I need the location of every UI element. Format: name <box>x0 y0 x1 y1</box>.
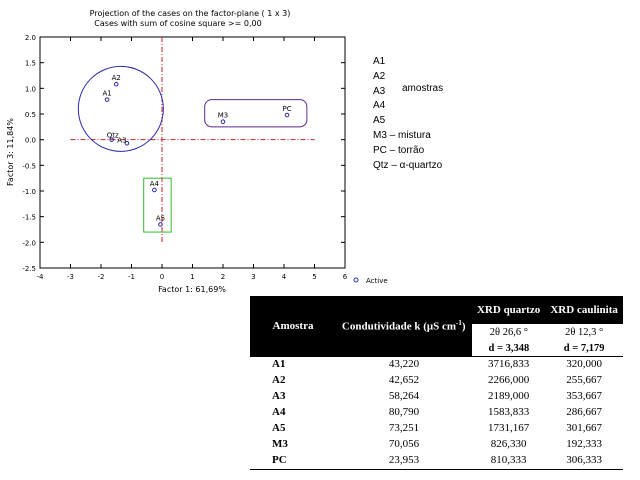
x-tick-label: -3 <box>67 273 74 281</box>
col-header-amostra: Amostra <box>250 296 336 357</box>
cell-quartzo: 2266,000 <box>487 374 530 387</box>
quartzo-d <box>472 340 545 357</box>
cell-caulinita: 192,333 <box>566 438 602 451</box>
x-tick-label: -4 <box>36 273 44 281</box>
cell-condutividade: 73,251 <box>388 422 420 435</box>
col-header-xrd-quartzo: XRD quartzo <box>472 296 545 324</box>
row-name: A5 <box>272 422 286 435</box>
condutividade-sup: -1 <box>456 319 462 328</box>
key-item: Qtz – α-quartzo <box>373 159 443 171</box>
caulinita-d <box>545 340 623 357</box>
quartzo-d-text: d = 3,348 <box>488 342 530 354</box>
col-header-xrd-caulinita: XRD caulinita <box>545 296 623 324</box>
cell-caulinita: 320,000 <box>566 358 602 371</box>
key-item: A5 <box>373 115 386 127</box>
cell-condutividade: 70,056 <box>388 438 420 451</box>
row-name: A2 <box>272 374 286 387</box>
cell-quartzo: 3716,833 <box>487 358 530 371</box>
table-row <box>250 405 623 421</box>
y-tick-label: -2.0 <box>22 239 36 248</box>
data-point <box>285 113 289 117</box>
table-body <box>250 357 623 470</box>
row-name: A3 <box>272 390 286 403</box>
plot-area <box>22 34 347 281</box>
table-row <box>250 453 623 470</box>
cell-caulinita: 306,333 <box>545 453 623 470</box>
cell-quartzo: 810,333 <box>472 453 545 470</box>
cell-caulinita: 353,667 <box>566 390 602 403</box>
key-item: A2 <box>373 70 386 82</box>
row-name: A4 <box>272 406 286 419</box>
plot-frame <box>40 37 345 268</box>
cell-caulinita: 301,667 <box>566 422 602 435</box>
y-tick-label: 0.5 <box>24 111 36 119</box>
key-item: A4 <box>373 100 386 112</box>
row-name: PC <box>250 453 336 470</box>
cell-quartzo: 2189,000 <box>487 390 530 403</box>
row-name: A1 <box>272 357 286 370</box>
chart-title: Projection of the cases on the factor-plane ( 1 x 3) <box>89 9 291 18</box>
point-label: A5 <box>155 214 166 223</box>
data-point <box>153 188 157 192</box>
table-row <box>250 373 623 389</box>
x-tick-label: 1 <box>190 273 195 281</box>
x-axis-label: Factor 1: 61,69% <box>158 285 226 294</box>
condutividade-close: ) <box>461 321 466 334</box>
y-tick-label: -1.5 <box>22 213 36 222</box>
legend-marker <box>354 278 358 282</box>
y-tick-label: 1.5 <box>24 59 36 68</box>
y-tick-label: 2.0 <box>24 34 36 42</box>
table-row <box>250 421 623 437</box>
cell-caulinita: 255,667 <box>566 374 602 387</box>
col-header-condutividade <box>336 296 472 357</box>
x-tick-label: 2 <box>220 273 226 281</box>
x-tick-label: -2 <box>97 273 105 281</box>
caulinita-d-text: d = 7,179 <box>563 342 605 354</box>
cell-caulinita: 286,667 <box>566 406 602 419</box>
data-point <box>221 120 225 124</box>
key-item: M3 – mistura <box>373 129 431 141</box>
point-label: PC <box>282 105 292 114</box>
cell-condutividade: 23,953 <box>336 453 472 470</box>
cell-condutividade: 42,652 <box>388 374 420 387</box>
legend-active <box>354 277 388 285</box>
point-label: Qtz <box>106 131 119 140</box>
key-item: A3 <box>373 85 386 97</box>
row-name: M3 <box>272 438 288 451</box>
key-item: PC – torrão <box>373 144 425 156</box>
y-tick-label: 1.0 <box>24 85 36 94</box>
x-tick-label: 0 <box>159 273 165 281</box>
x-tick-label: 5 <box>312 273 317 281</box>
table-row <box>250 389 623 405</box>
x-tick-label: 6 <box>342 273 348 281</box>
y-axis-label: Factor 3: 11,84% <box>6 118 15 186</box>
x-tick-label: 4 <box>281 273 287 281</box>
caulinita-theta: 2θ 12,3 ° <box>545 324 623 340</box>
sample-key <box>373 55 442 173</box>
cell-quartzo: 1731,167 <box>487 422 530 435</box>
cell-condutividade: 43,220 <box>388 357 420 370</box>
y-tick-label: -2.5 <box>22 265 36 273</box>
chart-subtitle: Cases with sum of cosine square >= 0,00 <box>94 19 262 28</box>
xrd-table <box>250 296 623 470</box>
condutividade-text: Condutividade k (μS cm <box>341 321 457 334</box>
point-label: A2 <box>111 74 121 83</box>
y-tick-label: -1.0 <box>22 188 36 196</box>
cell-condutividade: 58,264 <box>388 390 420 403</box>
cell-condutividade: 80,790 <box>388 406 420 419</box>
table-header-row <box>250 296 623 324</box>
point-label: A4 <box>149 179 159 188</box>
key-item: A1 <box>373 56 386 67</box>
point-label: A3 <box>117 136 127 145</box>
legend-label: Active <box>366 277 388 285</box>
cell-quartzo: 1583,833 <box>487 406 530 419</box>
quartzo-theta: 2θ 26,6 ° <box>472 324 545 340</box>
table-row <box>250 357 623 374</box>
table-row <box>250 437 623 453</box>
point-label: M3 <box>217 111 229 120</box>
x-tick-label: 3 <box>251 273 256 281</box>
amostras-label: amostras <box>402 83 444 94</box>
y-tick-label: -0.5 <box>22 162 36 171</box>
data-point <box>105 98 109 102</box>
cell-quartzo: 826,330 <box>490 438 527 451</box>
point-label: A1 <box>102 89 112 98</box>
x-tick-label: -1 <box>128 273 135 281</box>
data-point <box>114 82 118 86</box>
y-tick-label: 0.0 <box>24 136 36 145</box>
